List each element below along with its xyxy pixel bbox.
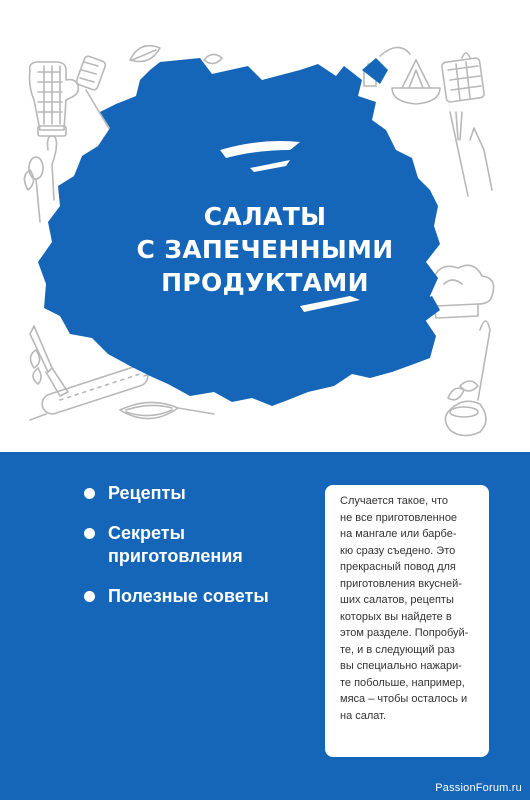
list-item-label: Секреты приготовления — [108, 523, 243, 566]
page-title-line: С ЗАПЕЧЕННЫМИ — [136, 235, 394, 264]
list-item — [84, 522, 294, 568]
bullet-list — [84, 482, 294, 625]
list-item-label: Рецепты — [108, 483, 186, 503]
description-text — [340, 493, 482, 724]
description-line: этом разделе. Попробуй- — [340, 627, 469, 639]
description-line: на салат. — [340, 709, 387, 722]
description-line: прекрасный повод для — [340, 561, 456, 573]
description-line: кю сразу съедено. Это — [340, 544, 456, 557]
description-line: те побольше, например, — [340, 676, 465, 689]
list-item — [84, 482, 294, 505]
description-line: ших салатов, рецепты — [340, 594, 454, 606]
page-title-line: САЛАТЫ — [203, 202, 327, 231]
bullet-dot-icon — [84, 488, 95, 499]
list-item-label: Полезные советы — [108, 586, 269, 606]
description-line: те, и в следующий раз — [340, 643, 455, 656]
description-card — [325, 485, 489, 757]
description-line: вы специально нажари- — [340, 660, 462, 672]
page-title — [0, 200, 530, 299]
list-item — [84, 585, 294, 608]
description-line: которых вы найдете в — [340, 610, 452, 623]
description-line: на мангале или барбе- — [340, 528, 457, 540]
description-line: не все приготовленное — [340, 511, 458, 524]
watermark: PassionForum.ru — [435, 782, 522, 794]
bullet-dot-icon — [84, 528, 95, 539]
info-panel — [0, 452, 530, 800]
description-line: приготовления вкусней- — [340, 577, 462, 590]
bullet-dot-icon — [84, 591, 95, 602]
description-line: мяса – чтобы осталось и — [340, 693, 468, 705]
page-title-line: ПРОДУКТАМИ — [161, 268, 369, 297]
description-line: Случается такое, что — [340, 495, 448, 507]
